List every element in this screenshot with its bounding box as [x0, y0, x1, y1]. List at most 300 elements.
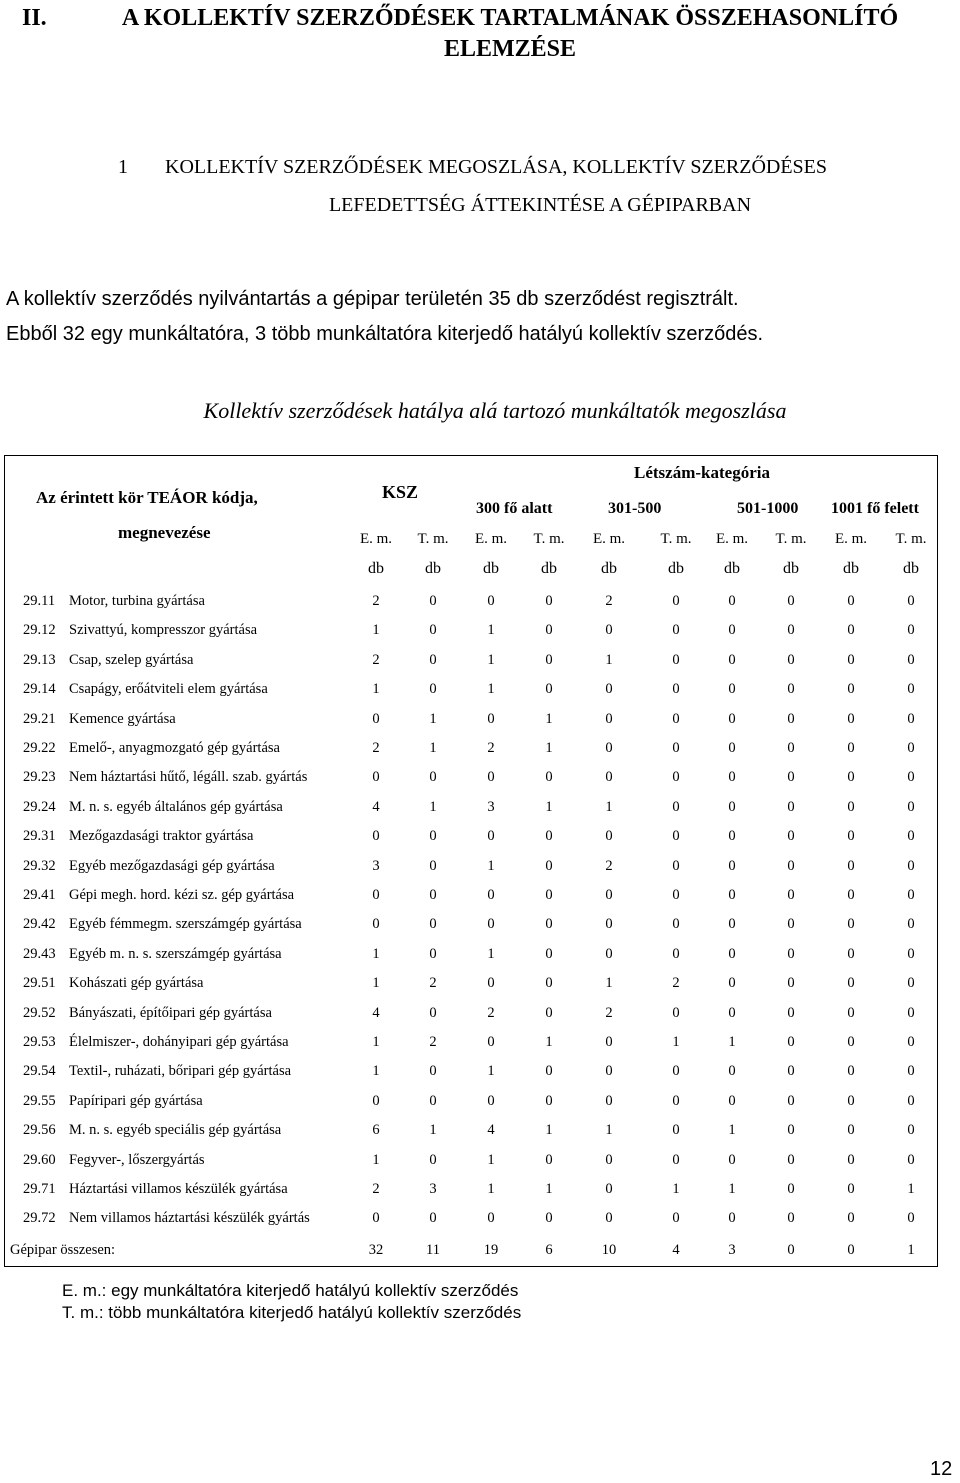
row-value: 0: [672, 1063, 680, 1080]
row-value: 0: [545, 945, 553, 962]
row-name: Élelmiszer-, dohányipari gép gyártása: [69, 1034, 289, 1050]
row-value: 0: [487, 769, 495, 786]
row-value: 0: [728, 857, 736, 874]
total-row: [0, 1236, 960, 1265]
unit-cell: db: [668, 560, 684, 577]
row-value: 1: [372, 1151, 380, 1168]
row-value: 0: [847, 1034, 855, 1050]
row-value: 1: [545, 710, 553, 727]
table-row: [0, 1116, 960, 1145]
row-value: 0: [847, 798, 855, 815]
row-value: 0: [545, 828, 553, 845]
row-value: 2: [605, 1004, 613, 1021]
row-value: 0: [605, 1092, 613, 1109]
row-value: 1: [728, 1034, 736, 1050]
unit-cell: db: [368, 560, 384, 577]
row-value: 0: [787, 1151, 795, 1168]
row-value: 0: [728, 1004, 736, 1021]
row-value: 0: [847, 945, 855, 962]
row-value: 3: [429, 1181, 437, 1197]
total-value: 3: [728, 1242, 736, 1258]
row-code: 29.60: [23, 1151, 56, 1168]
row-value: 0: [605, 622, 613, 639]
row-value: 3: [372, 857, 380, 874]
row-value: 0: [429, 857, 437, 874]
row-value: 0: [787, 1181, 795, 1197]
row-value: 0: [429, 945, 437, 962]
row-code: 29.12: [23, 622, 56, 639]
row-code: 29.21: [23, 710, 56, 727]
row-value: 0: [728, 887, 736, 903]
section-title-line2: LEFEDETTSÉG ÁTTEKINTÉSE A GÉPIPARBAN: [328, 194, 752, 216]
row-code: 29.42: [23, 916, 56, 933]
chapter-number: II.: [22, 5, 47, 31]
row-value: 0: [847, 1210, 855, 1227]
header-cat-1001: 1001 fő felett: [831, 500, 919, 517]
row-value: 2: [487, 1004, 495, 1021]
row-code: 29.13: [23, 651, 56, 668]
table-row: [0, 969, 960, 998]
row-name: Egyéb m. n. s. szerszámgép gyártása: [69, 945, 282, 962]
row-value: 1: [429, 798, 437, 815]
row-value: 0: [545, 975, 553, 992]
row-value: 2: [372, 740, 380, 756]
row-value: 0: [907, 1034, 915, 1050]
row-value: 0: [728, 710, 736, 727]
row-value: 0: [847, 1122, 855, 1139]
row-value: 0: [429, 1210, 437, 1227]
table-title: Kollektív szerződések hatálya alá tartozó munkáltatók megoszlása: [203, 398, 787, 423]
row-value: 0: [372, 769, 380, 786]
row-value: 2: [372, 1181, 380, 1197]
row-value: 0: [672, 887, 680, 903]
row-value: 0: [487, 916, 495, 933]
row-value: 2: [605, 857, 613, 874]
row-value: 4: [372, 798, 380, 815]
row-name: Csap, szelep gyártása: [69, 651, 194, 668]
row-value: 1: [429, 1122, 437, 1139]
row-value: 2: [429, 975, 437, 992]
row-value: 0: [787, 710, 795, 727]
row-value: 1: [487, 1063, 495, 1080]
row-value: 1: [672, 1181, 680, 1197]
row-value: 1: [429, 740, 437, 756]
total-value: 1: [907, 1242, 915, 1258]
table-row: [0, 1204, 960, 1233]
intro-line2: Ebből 32 egy munkáltatóra, 3 több munkáltatóra kiterjedő hatályú kollektív szerződés.: [6, 323, 764, 345]
unit-cell: db: [724, 560, 740, 577]
row-value: 0: [847, 681, 855, 698]
row-code: 29.52: [23, 1004, 56, 1021]
row-name: Emelő-, anyagmozgató gép gyártása: [69, 740, 280, 756]
row-code: 29.11: [23, 593, 56, 609]
row-name: Egyéb fémmegm. szerszámgép gyártása: [69, 916, 302, 933]
section-number: 1: [118, 156, 128, 178]
row-value: 1: [545, 1034, 553, 1050]
subheader-cell: E. m.: [592, 531, 626, 547]
row-code: 29.32: [23, 857, 56, 874]
subheader-cell: T. m.: [775, 531, 807, 547]
row-value: 0: [605, 1181, 613, 1197]
row-value: 0: [847, 710, 855, 727]
header-ksz: KSZ: [382, 482, 419, 502]
row-code: 29.23: [23, 769, 56, 786]
row-value: 0: [787, 1004, 795, 1021]
row-value: 0: [545, 651, 553, 668]
row-value: 1: [429, 710, 437, 727]
row-value: 0: [672, 798, 680, 815]
table-row: [0, 1146, 960, 1175]
row-value: 1: [545, 798, 553, 815]
row-value: 0: [907, 681, 915, 698]
row-value: 0: [487, 593, 495, 609]
row-name: Textil-, ruházati, bőripari gép gyártása: [69, 1063, 292, 1080]
row-name: M. n. s. egyéb általános gép gyártása: [69, 798, 283, 815]
unit-cell: db: [541, 560, 557, 577]
table-row: [0, 1057, 960, 1086]
row-value: 0: [907, 975, 915, 992]
row-value: 1: [487, 1151, 495, 1168]
row-value: 0: [907, 945, 915, 962]
row-value: 0: [545, 916, 553, 933]
row-name: Szivattyú, kompresszor gyártása: [69, 622, 258, 639]
row-value: 0: [672, 1210, 680, 1227]
row-value: 0: [847, 828, 855, 845]
row-value: 0: [672, 916, 680, 933]
row-value: 0: [728, 651, 736, 668]
row-value: 0: [605, 828, 613, 845]
row-value: 0: [787, 769, 795, 786]
table-row: [0, 646, 960, 675]
row-value: 0: [787, 740, 795, 756]
row-value: 0: [847, 916, 855, 933]
table-row: [0, 852, 960, 881]
row-value: 0: [728, 1063, 736, 1080]
legend: [62, 1280, 521, 1324]
row-value: 2: [487, 740, 495, 756]
row-value: 0: [429, 622, 437, 639]
row-value: 1: [545, 1122, 553, 1139]
row-value: 0: [787, 651, 795, 668]
row-value: 0: [728, 975, 736, 992]
row-value: 0: [672, 1092, 680, 1109]
row-value: 0: [672, 651, 680, 668]
row-value: 0: [672, 945, 680, 962]
table-row: [0, 763, 960, 792]
row-value: 1: [907, 1181, 915, 1197]
row-code: 29.24: [23, 798, 56, 815]
row-name: Mezőgazdasági traktor gyártása: [69, 828, 254, 845]
row-value: 0: [605, 769, 613, 786]
table-row: [0, 1087, 960, 1116]
row-value: 0: [487, 887, 495, 903]
row-value: 0: [907, 1092, 915, 1109]
row-value: 0: [372, 1210, 380, 1227]
row-value: 6: [372, 1122, 380, 1139]
table-row: [0, 793, 960, 822]
row-value: 0: [787, 593, 795, 609]
total-value: 0: [847, 1242, 855, 1258]
row-value: 0: [545, 887, 553, 903]
row-value: 0: [847, 857, 855, 874]
row-value: 0: [787, 1063, 795, 1080]
row-value: 0: [545, 622, 553, 639]
row-value: 1: [487, 651, 495, 668]
row-value: 0: [545, 1210, 553, 1227]
row-value: 0: [787, 681, 795, 698]
subheader-cell: T. m.: [660, 531, 692, 547]
row-value: 0: [787, 1210, 795, 1227]
row-value: 0: [672, 710, 680, 727]
row-name: Gépi megh. hord. kézi sz. gép gyártása: [69, 887, 295, 903]
row-value: 1: [372, 681, 380, 698]
total-value: 0: [787, 1242, 795, 1258]
row-value: 0: [605, 1151, 613, 1168]
total-value: 32: [368, 1242, 384, 1258]
row-value: 0: [372, 916, 380, 933]
row-value: 1: [728, 1122, 736, 1139]
total-value: 10: [601, 1242, 617, 1258]
section-title-line1: KOLLEKTÍV SZERZŐDÉSEK MEGOSZLÁSA, KOLLEKTÍV SZERZŐDÉSES: [165, 156, 828, 178]
row-value: 0: [605, 710, 613, 727]
header-cat-301-500: 301-500: [608, 500, 662, 517]
row-value: 0: [545, 1092, 553, 1109]
row-value: 0: [545, 1151, 553, 1168]
row-value: 0: [429, 769, 437, 786]
unit-cell: db: [425, 560, 441, 577]
row-value: 0: [907, 857, 915, 874]
chapter-title-line1: A KOLLEKTÍV SZERZŐDÉSEK TARTALMÁNAK ÖSSZEHASONLÍTÓ: [121, 5, 899, 31]
row-value: 0: [907, 710, 915, 727]
table-row: [0, 705, 960, 734]
row-value: 0: [847, 975, 855, 992]
row-value: 0: [847, 740, 855, 756]
total-value: 11: [426, 1242, 440, 1258]
row-value: 0: [787, 887, 795, 903]
row-value: 0: [847, 1063, 855, 1080]
table-row: [0, 822, 960, 851]
row-value: 0: [907, 593, 915, 609]
row-value: 0: [787, 1122, 795, 1139]
row-value: 0: [605, 1210, 613, 1227]
row-value: 1: [487, 857, 495, 874]
row-value: 1: [545, 1181, 553, 1197]
row-value: 0: [545, 1004, 553, 1021]
row-value: 0: [787, 798, 795, 815]
row-value: 0: [545, 593, 553, 609]
row-value: 0: [728, 593, 736, 609]
row-code: 29.71: [23, 1181, 56, 1197]
row-value: 0: [672, 1151, 680, 1168]
row-value: 0: [787, 828, 795, 845]
row-value: 0: [907, 1063, 915, 1080]
row-name: Egyéb mezőgazdasági gép gyártása: [69, 857, 275, 874]
row-value: 0: [429, 1092, 437, 1109]
row-value: 0: [429, 1063, 437, 1080]
row-name: Fegyver-, lőszergyártás: [69, 1151, 205, 1168]
row-value: 0: [672, 593, 680, 609]
row-name: Nem háztartási hűtő, légáll. szab. gyártás: [69, 769, 308, 786]
row-value: 0: [605, 916, 613, 933]
subheader-cell: T. m.: [895, 531, 927, 547]
row-name: Motor, turbina gyártása: [69, 593, 205, 609]
row-value: 0: [907, 887, 915, 903]
row-value: 0: [787, 975, 795, 992]
row-code: 29.43: [23, 945, 56, 962]
row-value: 0: [907, 622, 915, 639]
row-code: 29.55: [23, 1092, 56, 1109]
row-value: 0: [672, 1122, 680, 1139]
row-value: 0: [728, 1151, 736, 1168]
row-value: 0: [728, 1092, 736, 1109]
row-code: 29.54: [23, 1063, 56, 1080]
row-value: 0: [487, 828, 495, 845]
row-value: 0: [672, 1004, 680, 1021]
row-value: 0: [847, 769, 855, 786]
row-value: 0: [372, 828, 380, 845]
row-value: 0: [429, 593, 437, 609]
row-value: 0: [605, 887, 613, 903]
row-code: 29.72: [23, 1210, 56, 1227]
unit-cell: db: [843, 560, 859, 577]
table-row: [0, 940, 960, 969]
row-value: 0: [605, 681, 613, 698]
total-label: Gépipar összesen:: [10, 1242, 116, 1258]
row-value: 0: [847, 1151, 855, 1168]
row-value: 0: [429, 681, 437, 698]
table-row: [0, 999, 960, 1028]
row-value: 0: [787, 1034, 795, 1050]
row-value: 0: [728, 622, 736, 639]
total-value: 6: [545, 1242, 553, 1258]
subheader-cell: E. m.: [715, 531, 749, 547]
row-value: 1: [605, 798, 613, 815]
row-value: 0: [487, 1034, 495, 1050]
unit-cell: db: [483, 560, 499, 577]
header-cat-501-1000: 501-1000: [737, 500, 799, 517]
row-value: 2: [429, 1034, 437, 1050]
header-col1-line1: Az érintett kör TEÁOR kódja,: [36, 488, 258, 507]
row-value: 2: [372, 651, 380, 668]
row-value: 0: [728, 798, 736, 815]
row-value: 0: [672, 857, 680, 874]
row-value: 0: [728, 916, 736, 933]
row-value: 1: [605, 1122, 613, 1139]
row-value: 1: [672, 1034, 680, 1050]
row-value: 0: [787, 945, 795, 962]
intro-line1: A kollektív szerződés nyilvántartás a gépipar területén 35 db szerződést regisztrált.: [6, 288, 739, 310]
row-value: 0: [672, 769, 680, 786]
header-letszam: Létszám-kategória: [634, 463, 770, 482]
row-name: Kemence gyártása: [69, 710, 176, 727]
row-value: 0: [787, 916, 795, 933]
row-value: 0: [847, 887, 855, 903]
row-value: 0: [907, 916, 915, 933]
chapter-title-line2: ELEMZÉSE: [443, 36, 577, 62]
table-row: [0, 587, 960, 616]
row-value: 1: [487, 1181, 495, 1197]
row-value: 1: [372, 1063, 380, 1080]
row-value: 2: [672, 975, 680, 992]
row-value: 0: [429, 916, 437, 933]
legend-em: E. m.: egy munkáltatóra kiterjedő hatályú kollektív szerződés: [62, 1281, 519, 1300]
row-value: 0: [847, 622, 855, 639]
row-value: 0: [429, 651, 437, 668]
row-code: 29.41: [23, 887, 56, 903]
row-value: 0: [605, 1034, 613, 1050]
row-value: 0: [372, 887, 380, 903]
row-value: 3: [487, 798, 495, 815]
row-value: 0: [545, 769, 553, 786]
row-value: 0: [487, 975, 495, 992]
header-cat-300: 300 fő alatt: [476, 500, 553, 517]
row-code: 29.53: [23, 1034, 56, 1050]
unit-cell: db: [783, 560, 799, 577]
row-name: Háztartási villamos készülék gyártása: [69, 1181, 288, 1197]
subheader-cell: T. m.: [533, 531, 565, 547]
row-value: 0: [728, 945, 736, 962]
row-value: 2: [372, 593, 380, 609]
row-code: 29.31: [23, 828, 56, 845]
row-value: 0: [847, 1092, 855, 1109]
unit-cell: db: [903, 560, 919, 577]
row-value: 1: [372, 945, 380, 962]
row-name: Bányászati, építőipari gép gyártása: [69, 1004, 272, 1021]
subheader-cell: E. m.: [834, 531, 868, 547]
legend-tm: T. m.: több munkáltatóra kiterjedő hatályú kollektív szerződés: [62, 1303, 522, 1322]
row-value: 0: [429, 828, 437, 845]
row-value: 0: [487, 1092, 495, 1109]
row-name: Kohászati gép gyártása: [69, 975, 204, 992]
row-value: 0: [728, 769, 736, 786]
row-value: 0: [907, 798, 915, 815]
row-value: 0: [372, 710, 380, 727]
table-row: [0, 881, 960, 910]
row-value: 0: [907, 1122, 915, 1139]
row-value: 1: [372, 975, 380, 992]
unit-cell: db: [601, 560, 617, 577]
row-value: 0: [672, 622, 680, 639]
row-code: 29.51: [23, 975, 56, 992]
row-value: 0: [907, 740, 915, 756]
row-value: 1: [372, 622, 380, 639]
subheader-cell: E. m.: [474, 531, 508, 547]
total-value: 19: [483, 1242, 499, 1258]
row-value: 0: [847, 1004, 855, 1021]
row-value: 0: [728, 740, 736, 756]
row-value: 1: [487, 681, 495, 698]
row-value: 0: [672, 681, 680, 698]
row-value: 0: [429, 887, 437, 903]
row-value: 0: [728, 1210, 736, 1227]
row-name: Papíripari gép gyártása: [69, 1092, 203, 1109]
row-value: 0: [372, 1092, 380, 1109]
row-value: 0: [907, 1151, 915, 1168]
row-value: 1: [605, 975, 613, 992]
row-value: 0: [605, 1063, 613, 1080]
row-value: 1: [605, 651, 613, 668]
row-value: 1: [728, 1181, 736, 1197]
row-code: 29.56: [23, 1122, 56, 1139]
row-name: Csapágy, erőátviteli elem gyártása: [69, 681, 268, 698]
row-value: 0: [907, 1210, 915, 1227]
row-value: 1: [487, 622, 495, 639]
row-value: 0: [787, 622, 795, 639]
header-col1-line2: megnevezése: [118, 523, 211, 542]
row-value: 0: [907, 769, 915, 786]
row-value: 4: [487, 1122, 495, 1139]
row-value: 2: [605, 593, 613, 609]
